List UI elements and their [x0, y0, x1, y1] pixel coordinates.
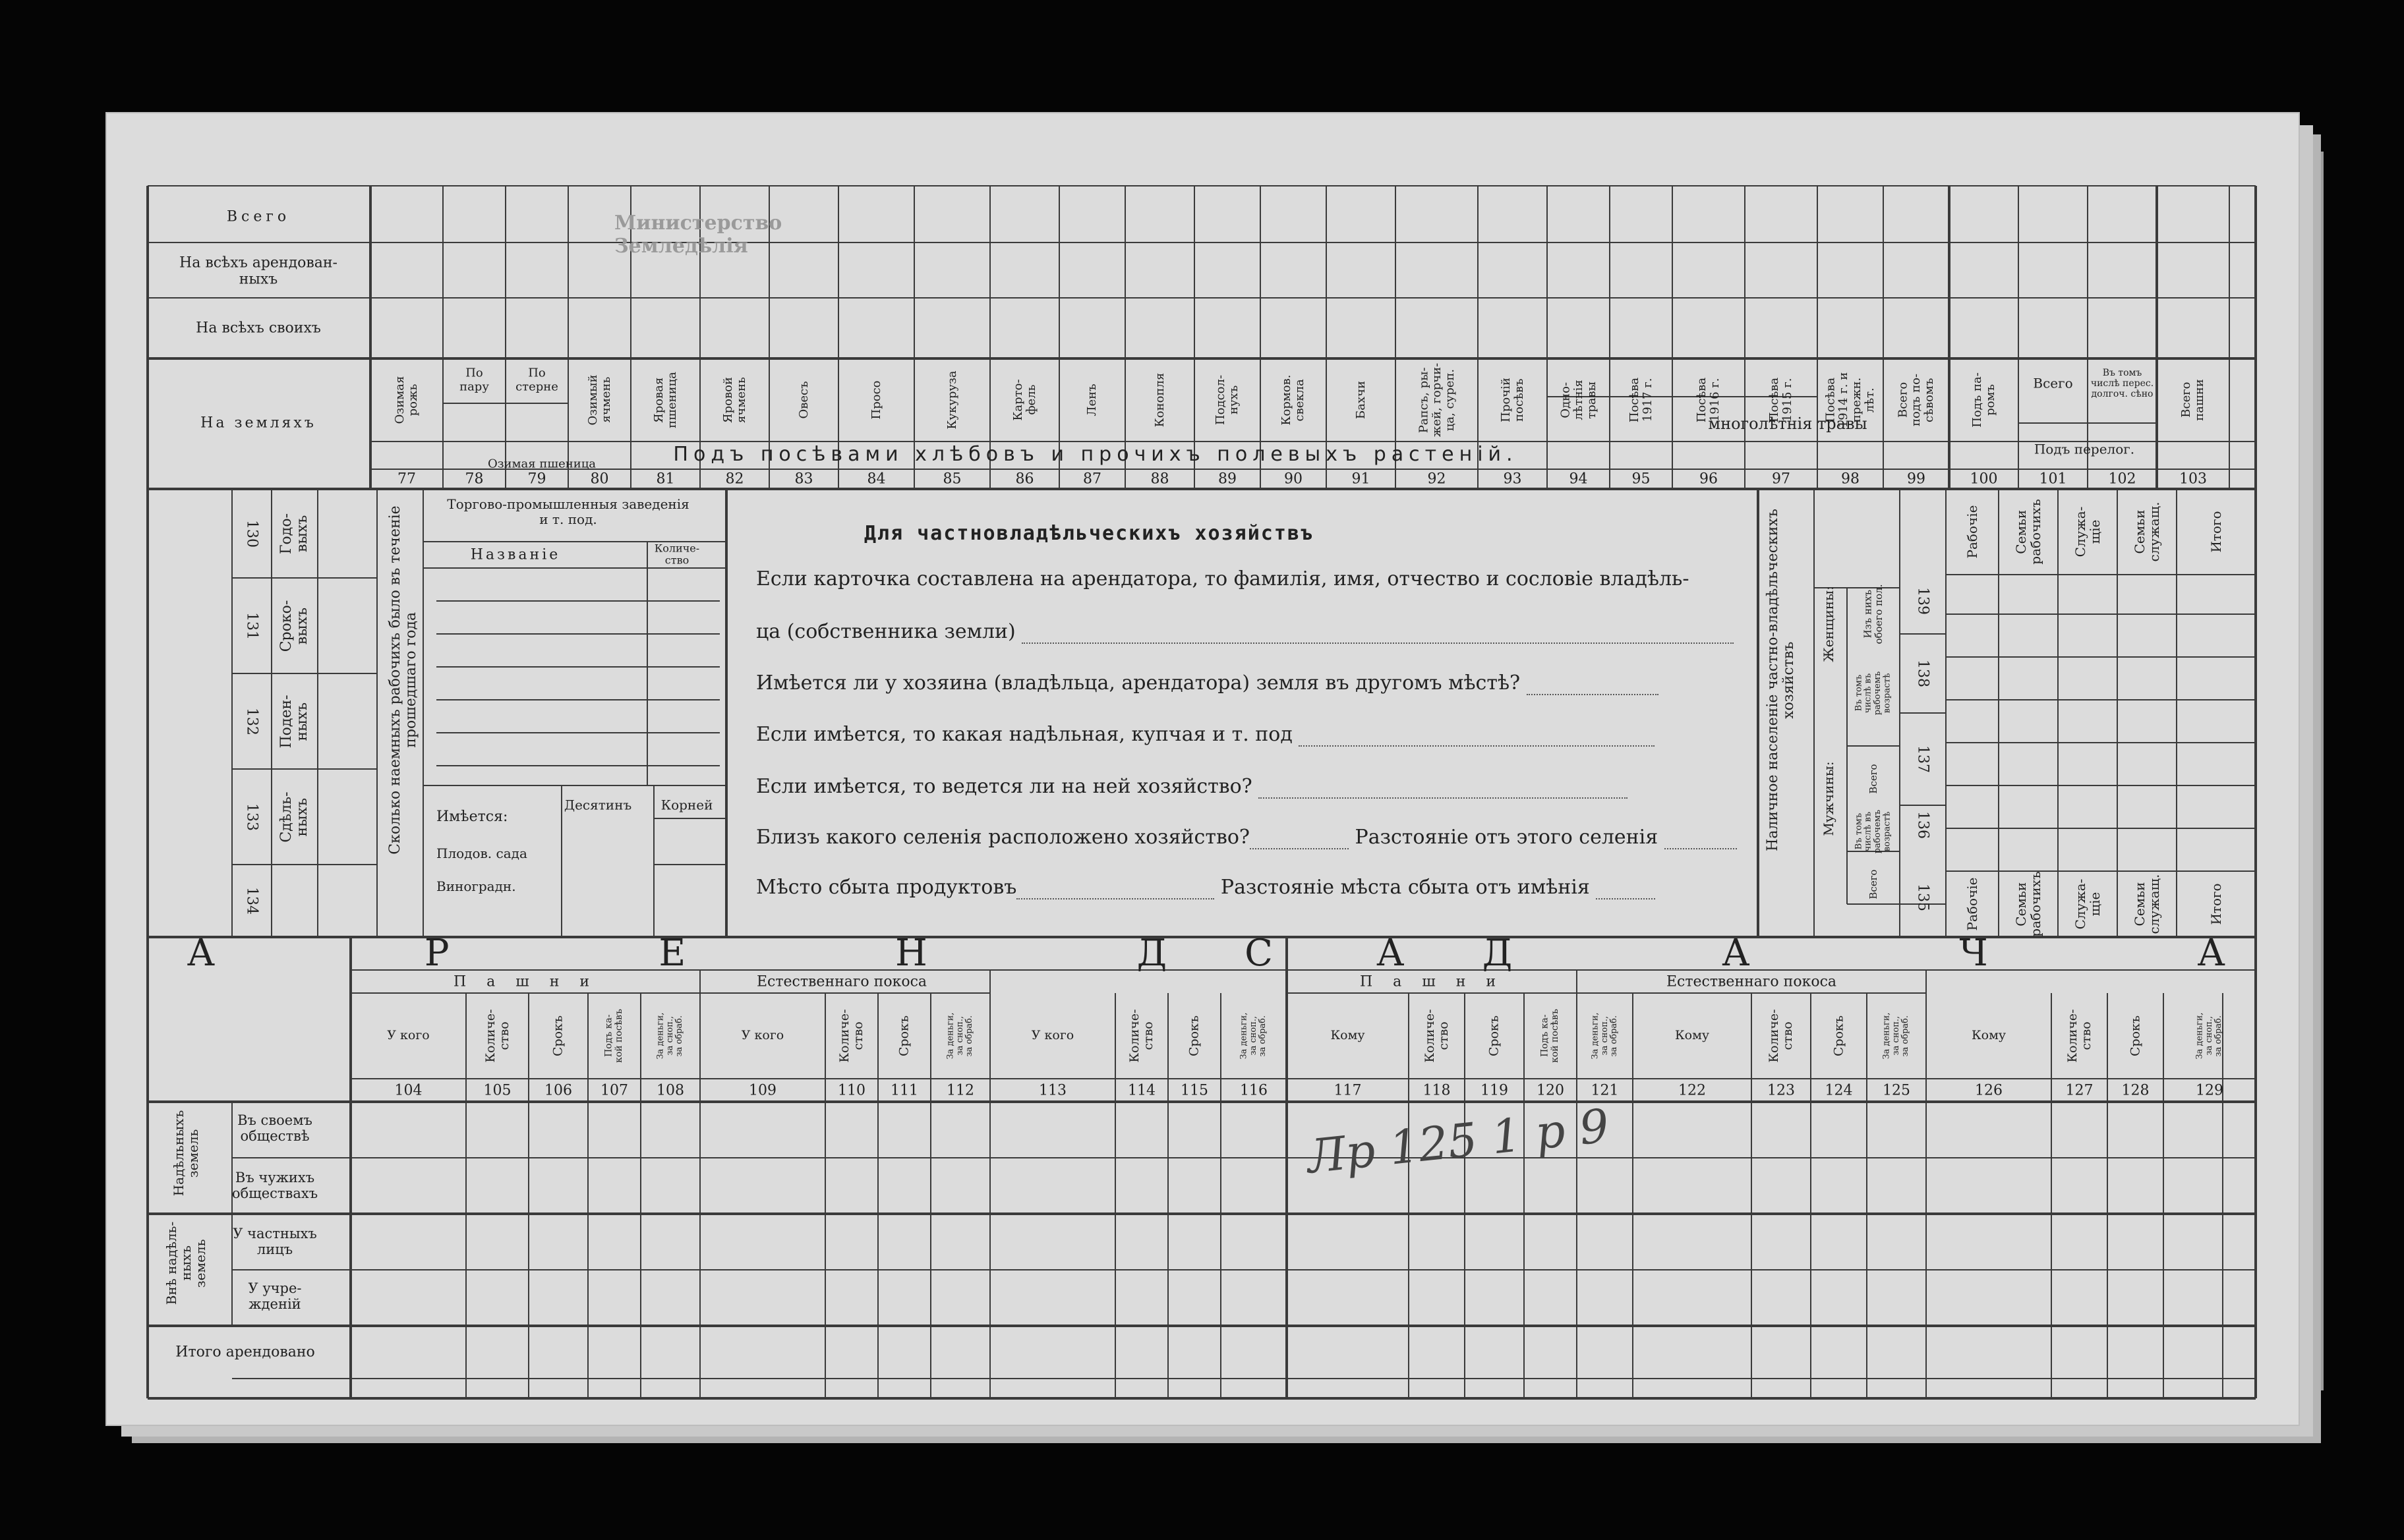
- workers-col-top-0: Рабочiе: [1964, 505, 1980, 559]
- top-col-num-6: 83: [794, 471, 813, 488]
- sdacha-pashni-label: П а ш н и: [1359, 973, 1504, 990]
- top-col-header-16: Прочiй посѣвъ: [1498, 378, 1526, 422]
- lease-col-header-23: Количе- ство: [2065, 1009, 2094, 1063]
- arenda-pokos-label: Естественнаго покоса: [756, 973, 927, 990]
- question-village: [756, 826, 1737, 849]
- top-col-header-15: Рапсъ, ры- жей, горчи- ца, суреп.: [1416, 362, 1457, 438]
- lease-col-num-19: 123: [1767, 1082, 1795, 1099]
- top-col-num-9: 86: [1015, 471, 1034, 488]
- lease-col-header-25: За деньги, за сноп., за обраб.: [2194, 1012, 2224, 1060]
- lease-col-num-9: 113: [1039, 1082, 1067, 1099]
- top-col-num-11: 88: [1150, 471, 1169, 488]
- top-col-num-18: 95: [1631, 471, 1651, 488]
- answer-land-type-field[interactable]: [1299, 729, 1655, 747]
- pop-num-3: 136: [1914, 811, 1931, 839]
- lease-col-num-1: 105: [483, 1082, 512, 1099]
- private-farm-title: Для частновладѣльческихъ хозяйствъ: [864, 521, 1314, 545]
- left-col-num-0: 130: [243, 519, 260, 548]
- row-rented-label: На всѣхъ арендован- ныхъ: [179, 254, 337, 288]
- crops-band-title: Подъ посѣвами хлѣбовъ и прочихъ полевыхъ растенiй.: [673, 442, 1518, 466]
- lease-col-header-0: У кого: [387, 1028, 430, 1043]
- pop-sub-0: Изъ нихъ обоего пол.: [1862, 584, 1885, 644]
- left-col-label-2: Поден- ныхъ: [278, 694, 310, 749]
- lease-col-header-24: Срокъ: [2128, 1015, 2143, 1057]
- lease-col-header-9: У кого: [1031, 1028, 1074, 1043]
- top-col-num-12: 89: [1218, 471, 1237, 488]
- arenda-pashni-label: П а ш н и: [453, 973, 598, 990]
- question-village-text: Близъ какого селенiя расположено хозяйство?: [756, 826, 1250, 849]
- lease-col-header-13: Кому: [1330, 1028, 1365, 1043]
- lease-col-header-6: Количе- ство: [837, 1009, 865, 1063]
- men-label: Мужчины:: [1821, 761, 1836, 836]
- has-label: Имѣется:: [436, 809, 508, 825]
- top-col-header-19: Посѣва 1916 г.: [1695, 377, 1722, 423]
- vineyard-label: Виноградн.: [436, 878, 516, 894]
- lease-col-num-3: 107: [601, 1082, 628, 1099]
- lease-col-header-4: За деньги, за сноп., за обраб.: [655, 1012, 685, 1060]
- workers-col-bottom-3: Семьи служащ.: [2132, 874, 2162, 934]
- answer-market-field[interactable]: [1016, 882, 1214, 899]
- ministry-stamp: Министерство Земледѣлiя: [614, 212, 782, 258]
- lease-col-header-20: Срокъ: [1831, 1015, 1846, 1057]
- arenda-title: А Р Е Н Д А: [187, 931, 1504, 975]
- lease-col-num-17: 121: [1591, 1082, 1619, 1099]
- orchard-label: Плодов. сада: [436, 845, 527, 861]
- top-col-header-0: Озимая рожь: [393, 376, 420, 424]
- group-allotment-label: Надѣльныхъ земель: [171, 1110, 201, 1197]
- land-label: На земляхъ: [200, 414, 316, 432]
- lease-col-num-5: 109: [749, 1082, 777, 1099]
- top-col-header-11: Конопля: [1152, 372, 1167, 428]
- answer-owner-field[interactable]: [1022, 627, 1734, 644]
- question-farming: [756, 776, 1627, 799]
- left-col-label-1: Сроко- выхъ: [278, 600, 310, 652]
- top-col-num-7: 84: [867, 471, 886, 488]
- workers-col-top-2: Служа- щiе: [2072, 506, 2103, 557]
- workers-col-bottom-1: Семьи рабочихъ: [2013, 871, 2043, 937]
- trade-establishments-title: Торгово-промышленныя заведенiя и т. под.: [447, 496, 689, 527]
- top-col-header-6: Овесъ: [796, 381, 811, 419]
- hired-workers-label: Сколько наемныхъ рабочихъ было въ теченiе прошедшаго года: [386, 505, 419, 855]
- lease-col-num-16: 120: [1537, 1082, 1564, 1099]
- row-other-community: Въ чужихъ обществахъ: [231, 1169, 318, 1201]
- top-col-header-9: Карто- фель: [1011, 379, 1038, 421]
- sdacha-title: С Д А Ч А: [1245, 931, 2324, 975]
- table-grid: [107, 113, 2299, 1425]
- top-col-num-13: 90: [1284, 471, 1303, 488]
- lease-col-header-11: Срокъ: [1187, 1015, 1202, 1057]
- count-column-label: Количе- ство: [654, 542, 700, 567]
- pop-sub-4: Всего: [1867, 869, 1879, 899]
- lease-col-num-15: 119: [1481, 1082, 1508, 1099]
- women-label: Женщины:: [1821, 586, 1836, 662]
- top-col-num-2: 79: [527, 471, 546, 488]
- group-non-allotment-label: Внѣ надѣль- ныхъ земель: [163, 1221, 208, 1305]
- top-col-header-12: Подсол- нухъ: [1214, 374, 1241, 426]
- top-col-num-1: 78: [465, 471, 484, 488]
- question-market-text: Мѣсто сбыта продуктовъ: [756, 876, 1017, 899]
- lease-col-header-3: Подъ ка- кой посѣвъ: [603, 1009, 624, 1063]
- lease-col-header-19: Количе- ство: [1767, 1009, 1795, 1063]
- lease-col-num-11: 115: [1181, 1082, 1208, 1099]
- question-other-land: [756, 672, 1658, 695]
- lease-col-num-4: 108: [657, 1082, 684, 1099]
- pop-num-2: 137: [1914, 745, 1931, 773]
- question-land-type: [756, 724, 1655, 747]
- top-col-num-17: 94: [1569, 471, 1588, 488]
- pop-num-0: 139: [1914, 587, 1931, 615]
- top-col-header-5: Яровой ячмень: [720, 377, 748, 423]
- lease-col-header-10: Количе- ство: [1127, 1009, 1156, 1063]
- lease-col-header-5: У кого: [741, 1028, 784, 1043]
- workers-col-bottom-4: Итого: [2208, 883, 2224, 925]
- top-col-header-25: Въ томъ числѣ перес. долгоч. сѣно: [2090, 367, 2154, 400]
- top-col-header-7: Просо: [869, 380, 883, 420]
- top-col-num-14: 91: [1351, 471, 1370, 488]
- top-col-header-13: Кормов. свекла: [1279, 374, 1306, 426]
- workers-col-bottom-0: Рабочiе: [1964, 877, 1980, 931]
- top-col-header-26: Всего пашни: [2179, 379, 2206, 421]
- pop-sub-3: Въ томъ числѣ въ рабочемъ возрастѣ: [1854, 809, 1892, 854]
- top-col-num-24: 101: [2039, 471, 2067, 488]
- desyatin-label: Десятинъ: [564, 797, 632, 813]
- left-col-num-4: 134: [243, 887, 260, 915]
- question-market-distance-text: Разстоянiе мѣста сбыта отъ имѣнiя: [1220, 876, 1590, 899]
- top-col-num-22: 99: [1907, 471, 1925, 488]
- lease-col-header-8: За деньги, за сноп., за обраб.: [945, 1012, 975, 1060]
- question-owner-text: ца (собственника земли): [756, 620, 1016, 643]
- top-col-header-18: Посѣва 1917 г.: [1627, 377, 1655, 423]
- lease-col-num-18: 122: [1678, 1082, 1706, 1099]
- top-col-num-26: 103: [2179, 471, 2207, 488]
- top-col-header-10: Ленъ: [1085, 384, 1099, 416]
- name-column-label: Названiе: [470, 546, 561, 563]
- top-col-header-22: Всего подъ по- сѣвомъ: [1896, 373, 1936, 427]
- handwritten-note: Лр 125 1 р 9: [1304, 1098, 1612, 1184]
- top-col-num-16: 93: [1503, 471, 1522, 488]
- answer-other-land-field[interactable]: [1527, 678, 1658, 695]
- lease-col-num-23: 127: [2065, 1082, 2094, 1099]
- lease-col-num-10: 114: [1128, 1082, 1156, 1099]
- lease-col-num-7: 111: [891, 1082, 918, 1099]
- top-col-num-25: 102: [2108, 471, 2136, 488]
- lease-col-num-6: 110: [838, 1082, 865, 1099]
- lease-col-header-7: Срокъ: [896, 1015, 912, 1057]
- lease-col-num-25: 129: [2196, 1082, 2223, 1099]
- top-col-header-4: Яровая пшеница: [651, 372, 679, 428]
- left-col-num-2: 132: [243, 707, 260, 735]
- census-card: [105, 112, 2324, 1426]
- left-col-num-3: 133: [243, 803, 260, 831]
- top-col-num-0: 77: [397, 471, 416, 488]
- top-col-header-21: Посѣва 1914 г. и прежн. лѣт.: [1823, 372, 1877, 428]
- lease-col-header-17: За деньги, за сноп., за обраб.: [1590, 1012, 1619, 1060]
- lease-col-num-21: 125: [1883, 1082, 1910, 1099]
- lease-col-num-22: 126: [1975, 1082, 2003, 1099]
- top-col-num-3: 80: [590, 471, 609, 488]
- row-private-persons: У частныхъ лицъ: [233, 1225, 317, 1257]
- top-col-num-19: 96: [1699, 471, 1718, 488]
- pop-num-1: 138: [1914, 660, 1931, 687]
- lease-col-header-16: Подъ ка- кой посѣвъ: [1539, 1009, 1560, 1063]
- lease-col-header-21: За деньги, за сноп., за обраб.: [1881, 1012, 1911, 1060]
- top-col-num-4: 81: [656, 471, 675, 488]
- pop-sub-1: Въ томъ числѣ въ рабочемъ возрастѣ: [1854, 671, 1892, 716]
- population-label: Наличное населенiе частно-владѣльческихъ хозяйствъ: [1764, 509, 1797, 851]
- left-col-label-3: Сдѣль- ныхъ: [278, 791, 310, 843]
- top-col-header-17: Одно- лѣтнiя травы: [1558, 380, 1598, 420]
- lease-col-num-0: 104: [394, 1082, 423, 1099]
- question-farming-text: Если имѣется, то ведется ли на ней хозяйство?: [756, 775, 1252, 798]
- answer-village-distance-field[interactable]: [1664, 832, 1737, 849]
- fallow-label: Подъ перелог.: [2034, 441, 2135, 457]
- lease-col-num-8: 112: [947, 1082, 974, 1099]
- perennial-grass-label: многолѣтнiя травы: [1708, 414, 1867, 434]
- left-col-label-0: Годо- выхъ: [278, 513, 310, 554]
- workers-col-top-3: Семьи служащ.: [2132, 501, 2162, 562]
- left-col-num-1: 131: [243, 612, 260, 640]
- row-own-label: На всѣхъ своихъ: [196, 320, 321, 337]
- workers-col-top-1: Семьи рабочихъ: [2013, 499, 2043, 565]
- lease-col-num-13: 117: [1334, 1082, 1362, 1099]
- workers-col-top-4: Итого: [2208, 511, 2224, 553]
- winter-wheat-label: Озимая пшеница: [487, 457, 597, 471]
- lease-col-num-14: 118: [1422, 1082, 1451, 1099]
- sdacha-pokos-label: Естественнаго покоса: [1666, 973, 1837, 990]
- top-col-num-21: 98: [1841, 471, 1860, 488]
- question-market: [756, 876, 1655, 899]
- lease-col-header-1: Количе- ство: [483, 1009, 512, 1063]
- answer-farming-field[interactable]: [1258, 782, 1627, 799]
- top-col-num-8: 85: [943, 471, 962, 488]
- lease-col-header-14: Количе- ство: [1422, 1009, 1451, 1063]
- lease-col-num-20: 124: [1825, 1082, 1853, 1099]
- pop-sub-2: Всего: [1867, 764, 1879, 794]
- pop-num-4: 135: [1914, 884, 1931, 911]
- top-col-header-14: Бахчи: [1353, 380, 1368, 420]
- top-col-header-1: По пару: [459, 366, 489, 393]
- top-col-header-3: Озимый ячмень: [585, 374, 613, 426]
- answer-market-distance-field[interactable]: [1596, 882, 1655, 899]
- lease-col-header-2: Срокъ: [550, 1015, 566, 1057]
- question-other-land-text: Имѣется ли у хозяина (владѣльца, арендатора) земля въ другомъ мѣстѣ?: [756, 671, 1521, 695]
- top-col-num-23: 100: [1970, 471, 1998, 488]
- top-col-header-8: Кукуруза: [945, 370, 959, 430]
- top-col-header-23: Подъ па- ромъ: [1970, 372, 1997, 428]
- question-village-distance-text: Разстоянiе отъ этого селенiя: [1355, 826, 1658, 849]
- top-col-header-20: Посѣва 1915 г.: [1767, 377, 1794, 423]
- row-total-rented: Итого арендовано: [175, 1344, 315, 1361]
- row-total-label: Всего: [226, 208, 291, 225]
- row-own-community: Въ своемъ обществѣ: [237, 1112, 312, 1144]
- workers-col-bottom-2: Служа- щiе: [2072, 878, 2103, 930]
- question-land-type-text: Если имѣется, то какая надѣльная, купчая и т. под: [756, 723, 1293, 746]
- lease-col-header-12: За деньги, за сноп., за обраб.: [1239, 1012, 1268, 1060]
- lease-col-num-12: 116: [1240, 1082, 1268, 1099]
- top-col-header-24: Всего: [2033, 375, 2073, 391]
- lease-col-header-15: Срокъ: [1486, 1015, 1502, 1057]
- top-col-num-20: 97: [1772, 471, 1790, 488]
- question-owner-line1: Если карточка составлена на арендатора, то фамилiя, имя, отчество и сословiе владѣль-: [756, 567, 1689, 590]
- row-institutions: У учре- жденiй: [248, 1280, 302, 1312]
- lease-col-num-24: 128: [2121, 1082, 2150, 1099]
- top-col-num-5: 82: [725, 471, 744, 488]
- lease-col-header-22: Кому: [1971, 1028, 2007, 1043]
- korney-label: Корней: [660, 797, 713, 813]
- lease-col-num-2: 106: [544, 1082, 572, 1099]
- top-col-num-10: 87: [1083, 471, 1101, 488]
- question-owner-line2: [756, 621, 1734, 644]
- lease-col-header-18: Кому: [1674, 1028, 1710, 1043]
- top-col-num-15: 92: [1427, 471, 1446, 488]
- top-col-header-2: По стерне: [515, 366, 558, 393]
- answer-village-field[interactable]: [1250, 832, 1349, 849]
